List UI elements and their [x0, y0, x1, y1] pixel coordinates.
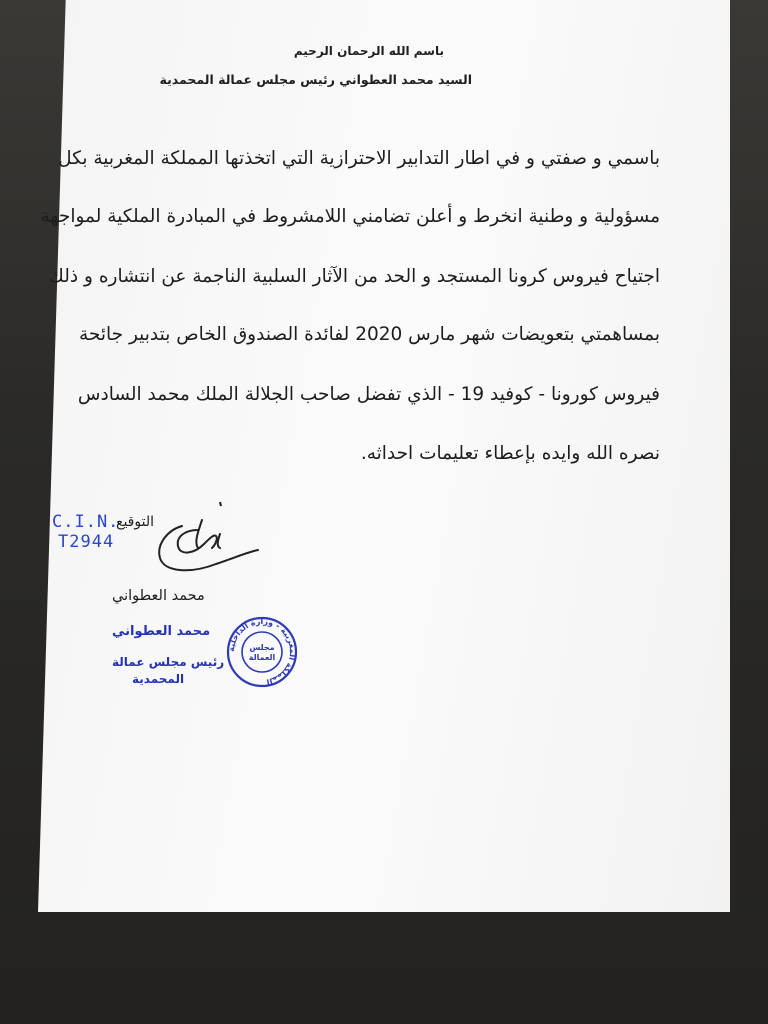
- seal-inner-line-1: مجلس: [249, 643, 275, 652]
- body-line-1: باسمي و صفتي و في اطار التدابير الاحترازية التي اتخذتها المملكة المغربية بكل: [58, 148, 660, 169]
- body-line-6: نصره الله وايده بإعطاء تعليمات احداثه.: [360, 443, 660, 464]
- seal-inner-line-2: العمالة: [248, 653, 276, 662]
- body-line-3: اجتياح فيروس كرونا المستجد و الحد من الآثار السلبية الناجمة عن انتشاره و ذلك: [48, 266, 660, 287]
- body-line-2: مسؤولية و وطنية انخرط و أعلن تضامني اللامشروط في المبادرة الملكية لمواجهة: [40, 206, 660, 227]
- stamp-title-line-2: المحمدية: [132, 672, 185, 686]
- signer-name: محمد العطواني: [112, 588, 205, 604]
- stamp-title-line-1: رئيس مجلس عمالة: [112, 655, 225, 669]
- signature-label: التوقيع: [116, 514, 154, 530]
- handwritten-cin-number: T2944: [58, 532, 115, 552]
- handwritten-cin-label: C.I.N.: [52, 512, 120, 532]
- handwritten-signature: [120, 500, 270, 590]
- stamp-name: محمد العطواني: [112, 624, 211, 639]
- body-line-5: فيروس كورونا - كوفيد 19 - الذي تفضل صاحب الجلالة الملك محمد السادس: [77, 384, 660, 405]
- addressee-heading: السيد محمد العطواني رئيس مجلس عمالة المحمدية: [159, 72, 472, 87]
- basmala-heading: باسم الله الرحمان الرحيم: [293, 44, 444, 58]
- body-line-4: بمساهمتي بتعويضات شهر مارس 2020 لفائدة الصندوق الخاص بتدبير جائحة: [79, 324, 660, 345]
- official-seal: [224, 614, 300, 690]
- seal-outer-text: المملكة المغربية - وزارة الداخلية: [226, 616, 298, 687]
